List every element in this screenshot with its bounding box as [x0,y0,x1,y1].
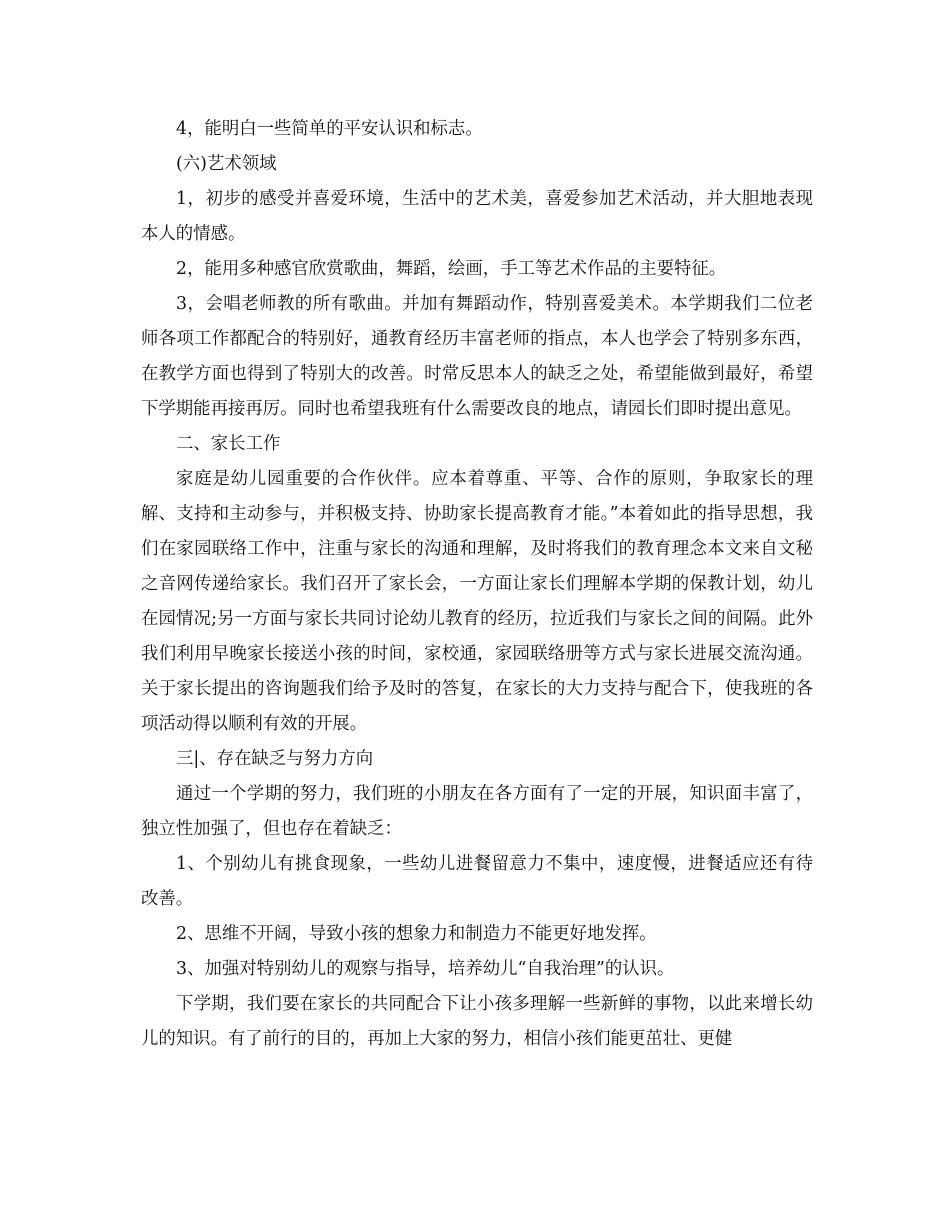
paragraph-shortcoming-2: 2、思维不开阔，导致小孩的想象力和制造力不能更好地发挥。 [176,924,657,944]
document-body [141,112,813,1057]
paragraph-shortcoming-3: 3、加强对特别幼儿的观察与指导，培养幼儿“自我治理”的认识。 [176,959,675,979]
paragraph-art-item-1: 1，初步的感受并喜爱环境，生活中的艺术美，喜爱参加艺术活动，并大胆地表现本人的情感。 [141,189,813,244]
paragraph-shortcoming-1: 1、个别幼儿有挑食现象，一些幼儿进餐留意力不集中，速度慢，进餐适应还有待改善。 [141,854,813,909]
paragraph-next-semester: 下学期，我们要在家长的共同配合下让小孩多理解一些新鲜的事物，以此来增长幼儿的知识。有了前行的目的，再加上大家的努力，相信小孩们能更茁壮、更健 [141,994,813,1049]
heading-art-domain: (六)艺术领域 [176,154,277,174]
heading-shortcomings: 三|、存在缺乏与努力方向 [176,749,374,769]
paragraph-parent-work: 家庭是幼儿园重要的合作伙伴。应本着尊重、平等、合作的原则，争取家长的理解、支持和主动参与，并积极支持、协助家长提高教育才能。”本着如此的指导思想，我们在家园联络工作中，注重与家长的沟通和理解，及时将我们的教育理念本文来自文秘之音网传递给家长。我们召开了家长会，一方面让家长们理解本学期的保教计划，幼儿在园情况;另一方面与家长共同讨论幼儿教育的经历，拉近我们与家长之间的间隔。此外我们利用早晚家长接送小孩的时间，家校通，家园联络册等方式与家长进展交流沟通。关于家长提出的咨询题我们给予及时的答复，在家长的大力支持与配合下，使我班的各项活动得以顺利有效的开展。 [141,469,813,734]
heading-parent-work: 二、家长工作 [176,434,281,454]
paragraph-shortcomings-intro: 通过一个学期的努力，我们班的小朋友在各方面有了一定的开展，知识面丰富了，独立性加强了，但也存在着缺乏： [141,784,813,839]
paragraph-art-item-2: 2，能用多种感官欣赏歌曲，舞蹈，绘画，手工等艺术作品的主要特征。 [176,259,727,279]
paragraph-art-item-3: 3，会唱老师教的所有歌曲。并加有舞蹈动作，特别喜爱美术。本学期我们二位老师各项工作都配合的特别好，通教育经历丰富老师的指点，本人也学会了特别多东西，在教学方面也得到了特别大的改善。时常反思本人的缺乏之处，希望能做到最好，希望下学期能再接再厉。同时也希望我班有什么需要改良的地点，请园长们即时提出意见。 [141,294,813,419]
paragraph-safety-item-4: 4，能明白一些简单的平安认识和标志。 [176,119,483,139]
